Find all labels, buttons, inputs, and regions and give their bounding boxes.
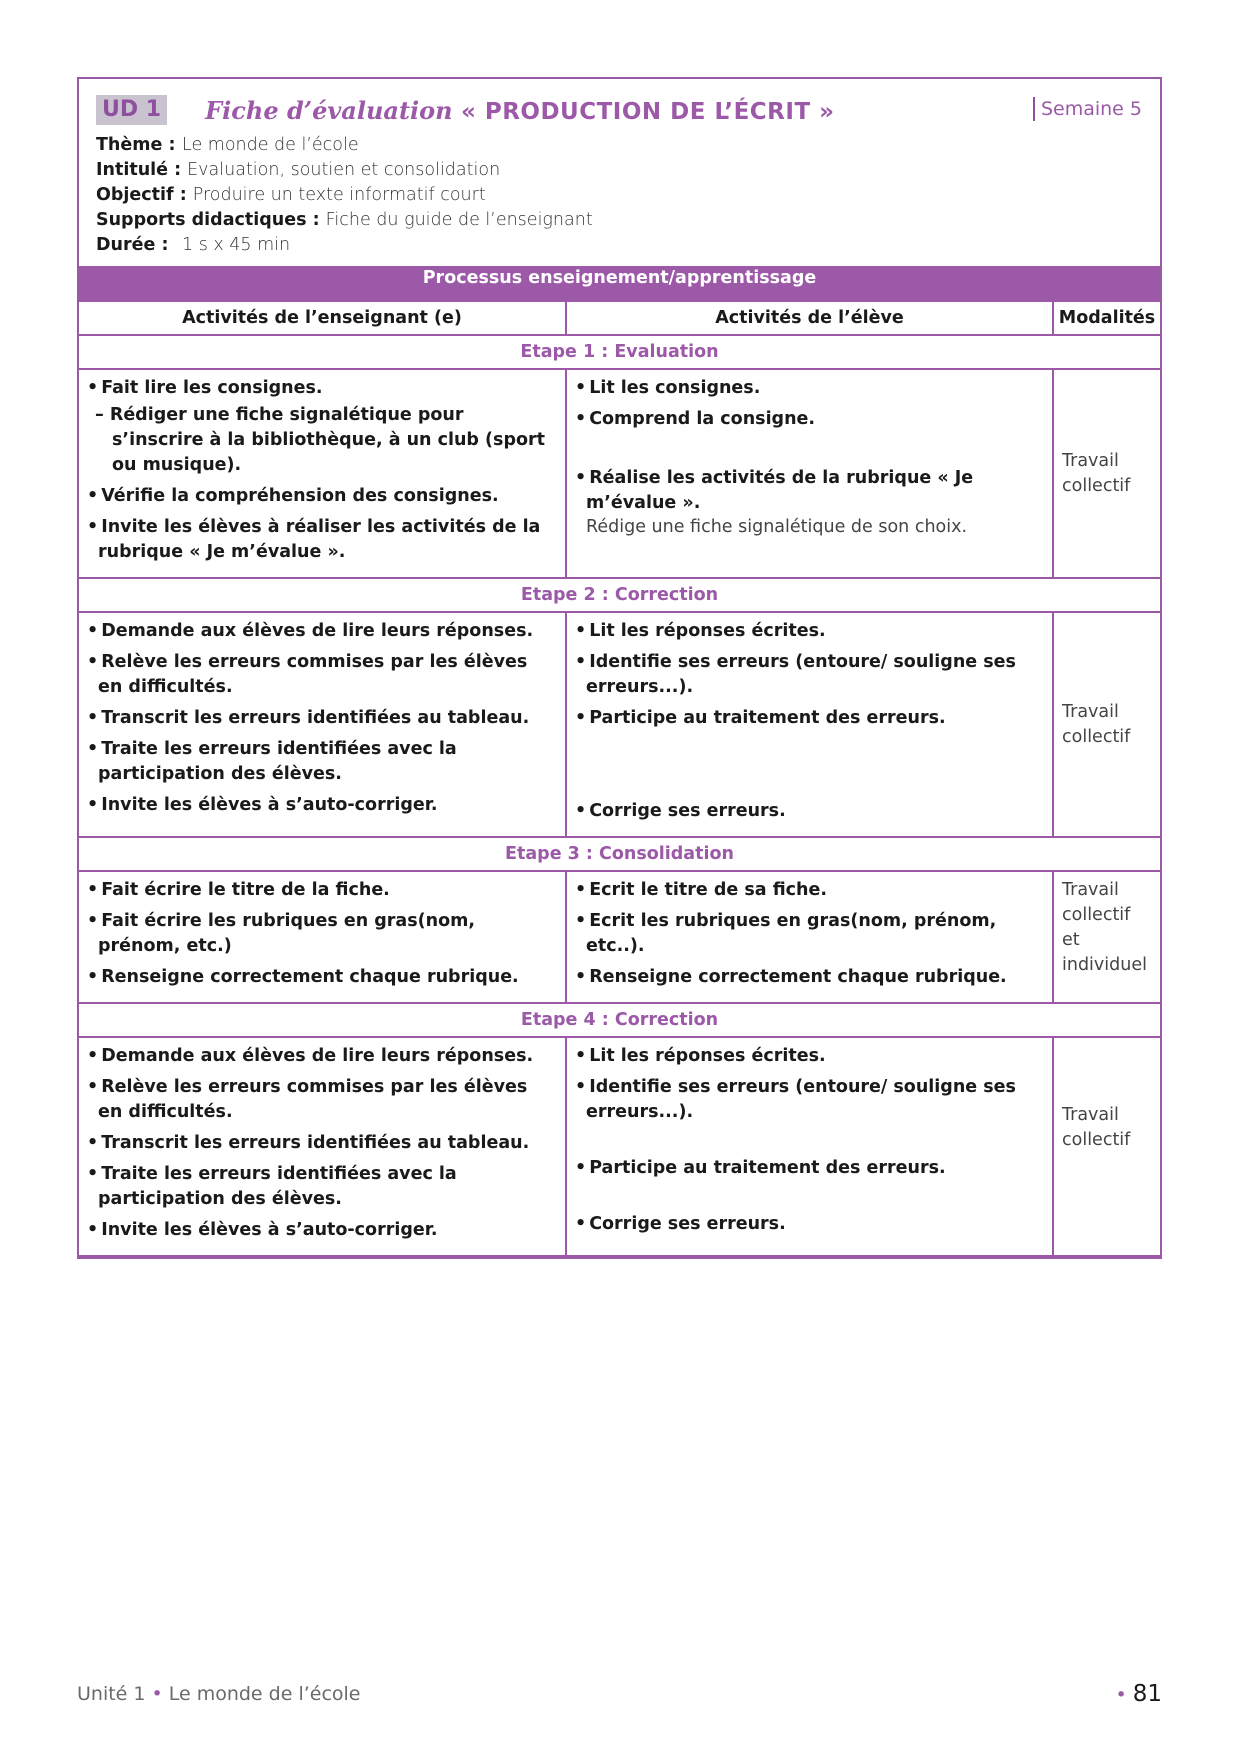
list-item: • Demande aux élèves de lire leurs réponses.	[87, 619, 557, 644]
step-row	[79, 369, 1160, 578]
meta-value: Le monde de l’école	[182, 135, 359, 155]
unit-badge: UD 1	[96, 95, 167, 125]
meta-supports	[96, 208, 1144, 233]
meta-value: Produire un texte informatif court	[192, 185, 486, 205]
step-row	[79, 871, 1160, 1003]
list-item: • Demande aux élèves de lire leurs réponses.	[87, 1044, 557, 1069]
meta-objectif	[96, 183, 1144, 208]
step-row	[79, 612, 1160, 837]
list-subitem: – Rédiger une fiche signalétique pour s’inscrire à la bibliothèque, à un club (sport ou musique).	[95, 405, 546, 475]
list-item: • Traite les erreurs identifiées avec la participation des élèves.	[87, 737, 557, 787]
page-number-block	[1116, 1681, 1163, 1707]
list-item: • Transcrit les erreurs identifiées au tableau.	[87, 1131, 557, 1156]
page-title	[205, 96, 834, 125]
meta-label: Durée :	[96, 235, 169, 255]
list-item: • Participe au traitement des erreurs.	[575, 1156, 1044, 1181]
list-item: • Fait lire les consignes.	[87, 376, 557, 401]
teacher-activities	[79, 369, 566, 578]
list-item: • Transcrit les erreurs identifiées au tableau.	[87, 706, 557, 731]
step-header	[79, 837, 1160, 871]
list-item: • Invite les élèves à réaliser les activités de la rubrique « Je m’évalue ».	[87, 515, 557, 565]
step-title: Etape 1 : Evaluation	[79, 335, 1160, 369]
step-row	[79, 1037, 1160, 1256]
col-header-modalities: Modalités	[1053, 301, 1160, 335]
meta-theme	[96, 133, 1144, 158]
list-item: • Renseigne correctement chaque rubrique.	[575, 965, 1044, 990]
title-caps: « PRODUCTION DE L’ÉCRIT »	[460, 98, 835, 125]
list-item: • Vérifie la compréhension des consignes.	[87, 484, 557, 509]
teacher-activities	[79, 1037, 566, 1256]
step-title: Etape 2 : Correction	[79, 578, 1160, 612]
list-item: • Lit les réponses écrites.	[575, 1044, 1044, 1069]
list-item: • Relève les erreurs commises par les élèves en difficultés.	[87, 1075, 557, 1125]
list-item: • Comprend la consigne.	[575, 407, 1044, 432]
week-label: Semaine 5	[1033, 97, 1142, 121]
meta-value: Fiche du guide de l’enseignant	[325, 210, 593, 230]
list-item: • Invite les élèves à s’auto-corriger.	[87, 1218, 557, 1243]
page-footer	[77, 1683, 1162, 1713]
list-item: • Fait écrire le titre de la fiche.	[87, 878, 557, 903]
step-title: Etape 4 : Correction	[79, 1003, 1160, 1037]
list-note: Rédige une fiche signalétique de son choix.	[586, 517, 968, 537]
list-item: • Invite les élèves à s’auto-corriger.	[87, 793, 557, 818]
modalities-cell	[1053, 1037, 1160, 1256]
bullet-icon: •	[151, 1683, 163, 1705]
col-header-teacher: Activités de l’enseignant (e)	[79, 301, 566, 335]
student-activities	[566, 871, 1053, 1003]
footer-unit	[77, 1683, 361, 1705]
unit-label: Unité 1	[77, 1683, 146, 1705]
bullet-icon: •	[1115, 1684, 1127, 1706]
teacher-activities	[79, 612, 566, 837]
list-item: • Participe au traitement des erreurs.	[575, 706, 1044, 731]
meta-duree	[96, 233, 1144, 258]
step-header	[79, 335, 1160, 369]
page-number: 81	[1132, 1681, 1162, 1707]
list-item: • Traite les erreurs identifiées avec la participation des élèves.	[87, 1162, 557, 1212]
list-item: • Ecrit les rubriques en gras(nom, prénom, etc..).	[575, 909, 1044, 959]
list-item: • Ecrit le titre de sa fiche.	[575, 878, 1044, 903]
list-item: • Identifie ses erreurs (entoure/ souligne ses erreurs...).	[575, 650, 1044, 700]
list-item: • Lit les consignes.	[575, 376, 1044, 401]
modalities-cell	[1053, 369, 1160, 578]
step-title: Etape 3 : Consolidation	[79, 837, 1160, 871]
meta-intitule	[96, 158, 1144, 183]
col-header-student: Activités de l’élève	[566, 301, 1053, 335]
student-activities	[566, 612, 1053, 837]
meta-value: 1 s x 45 min	[182, 235, 291, 255]
student-activities	[566, 369, 1053, 578]
modality: Travail collectif et individuel	[1062, 880, 1147, 975]
lesson-meta	[96, 133, 1144, 258]
meta-label: Supports didactiques :	[96, 210, 320, 230]
evaluation-sheet	[77, 77, 1162, 1259]
meta-label: Thème :	[96, 135, 176, 155]
unit-title: Le monde de l’école	[168, 1683, 361, 1705]
process-table	[79, 266, 1160, 1257]
modality: Travail collectif	[1062, 1104, 1131, 1150]
step-header	[79, 1003, 1160, 1037]
student-activities	[566, 1037, 1053, 1256]
sheet-header	[79, 79, 1160, 266]
meta-value: Evaluation, soutien et consolidation	[187, 160, 501, 180]
meta-label: Intitulé :	[96, 160, 182, 180]
list-item: • Lit les réponses écrites.	[575, 619, 1044, 644]
modality: Travail collectif	[1062, 701, 1131, 747]
modality: Travail collectif	[1062, 450, 1131, 496]
list-item: • Corrige ses erreurs.	[575, 1212, 1044, 1237]
list-item: • Corrige ses erreurs.	[575, 799, 1044, 824]
list-item: • Renseigne correctement chaque rubrique.	[87, 965, 557, 990]
teacher-activities	[79, 871, 566, 1003]
list-item: • Identifie ses erreurs (entoure/ souligne ses erreurs...).	[575, 1075, 1044, 1125]
title-row	[96, 93, 1144, 127]
modalities-cell	[1053, 871, 1160, 1003]
band-title: Processus enseignement/apprentissage	[79, 267, 1160, 301]
step-header	[79, 578, 1160, 612]
title-script: Fiche d’évaluation	[205, 95, 453, 125]
meta-label: Objectif :	[96, 185, 187, 205]
table-band	[79, 267, 1160, 301]
list-item: • Fait écrire les rubriques en gras(nom, prénom, etc.)	[87, 909, 557, 959]
column-headers	[79, 301, 1160, 335]
list-item: • Réalise les activités de la rubrique « Je m’évalue ».	[575, 466, 1044, 516]
modalities-cell	[1053, 612, 1160, 837]
list-item: • Relève les erreurs commises par les élèves en difficultés.	[87, 650, 557, 700]
